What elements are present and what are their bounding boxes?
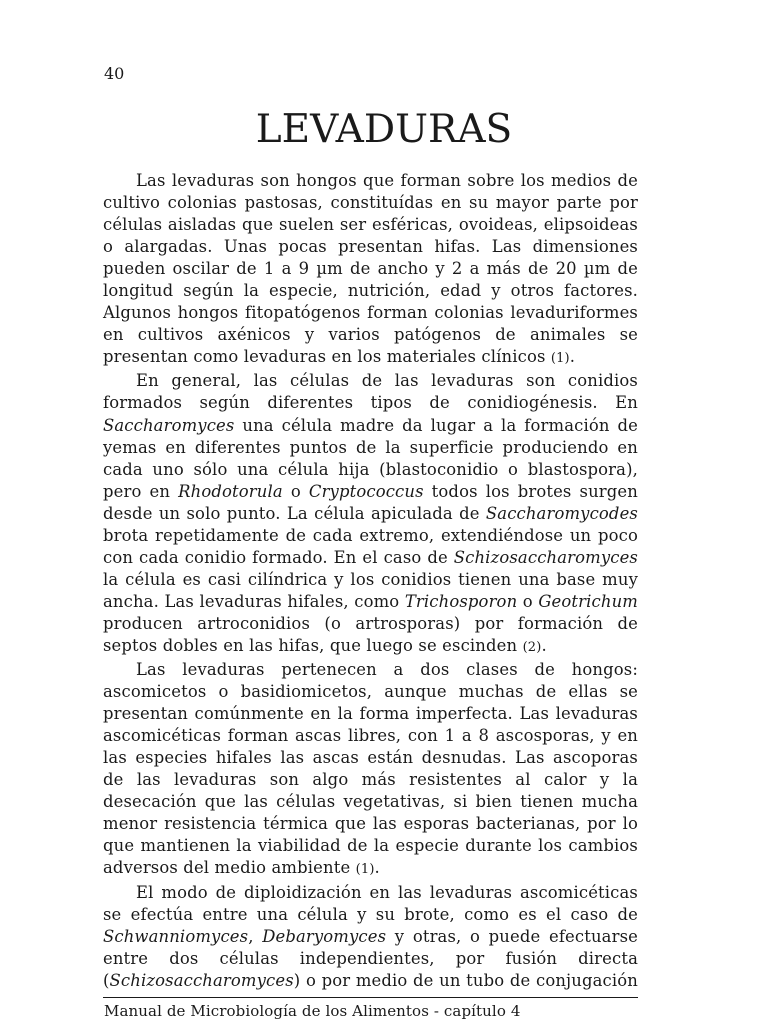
italic-term: Schwanniomyces <box>103 926 249 946</box>
italic-term: Geotrichum <box>538 591 638 611</box>
paragraph <box>103 370 638 659</box>
text-run: Las levaduras pertenecen a dos clases de hongos: ascomicetos o basidiomicetos, aunque muchas de ellas se presentan comúnmente en la forma imperfecta. Las levaduras ascomicéticas forman ascas libres, con 1 a 8 ascosporas, y en las especies hifales las ascas están desnudas. Las ascoporas de las levaduras son algo más resistentes al calor y la desecación que las células vegetativas, si bien tienen mucha menor resistencia térmica que las esporas bacterianas, por lo que mantienen la viabilidad de la especie durante los cambios adversos del medio ambiente <box>103 660 638 878</box>
text-run: . <box>569 347 576 367</box>
italic-term: Cryptococcus <box>308 481 424 501</box>
text-run: . <box>374 858 380 878</box>
italic-term: Trichosporon <box>404 591 518 611</box>
text-run: producen artroconidios (o artrosporas) por formación de septos dobles en las hifas, que luego se escinden <box>103 613 638 655</box>
footer-rule <box>103 997 638 998</box>
paragraph <box>103 882 638 992</box>
italic-term: Saccharomycodes <box>485 503 638 523</box>
italic-term: Rhodotorula <box>178 481 283 501</box>
body-text <box>103 170 638 992</box>
text-run: ) o por medio de un tubo de conjugación <box>293 970 638 990</box>
reference-marker: (1) <box>550 351 570 367</box>
text-run: una célula madre da lugar a la formación de yemas en diferentes puntos de la superficie produciendo en cada uno sólo una célula hija (blastoconidio o blastospora), pero en <box>103 415 638 501</box>
reference-marker: (2) <box>522 639 542 655</box>
text-run: En general, las células de las levaduras son conidios formados según diferentes tipos de conidiogénesis. En <box>103 371 638 413</box>
text-run: El modo de diploidización en las levaduras ascomicéticas se efectúa entre una célula y su brote, como es el caso de <box>103 882 638 924</box>
page-title: LEVADURAS <box>255 107 513 152</box>
text-run: Las levaduras son hongos que forman sobre los medios de cultivo colonias pastosas, constituídas en su mayor parte por células aisladas que suelen ser esféricas, ovoideas, elipsoideas o alargadas. Unas pocas presentan hifas. Las dimensiones pueden oscilar de 1 a 9 µm de ancho y 2 a más de 20 µm de longitud según la especie, nutrición, edad y otros factores. Algunos hongos fitopatógenos forman colonias levaduriformes en cultivos axénicos y varios patógenos de animales se presentan como levaduras en los materiales clínicos <box>103 171 638 367</box>
italic-term: Saccharomyces <box>103 415 235 435</box>
text-run: o <box>517 591 539 611</box>
reference-marker: (1) <box>355 862 375 878</box>
text-run: todos los brotes surgen desde un solo punto. La célula apiculada de <box>103 481 638 523</box>
text-run: brota repetidamente de cada extremo, extendiéndose un poco con cada conidio formado. En el caso de <box>103 525 638 567</box>
text-run: la célula es casi cilíndrica y los conidios tienen una base muy ancha. Las levaduras hifales, como <box>103 569 638 611</box>
italic-term: Schizosaccharomyces <box>109 970 294 990</box>
text-run: , <box>248 926 263 946</box>
text-run: . <box>541 635 547 655</box>
page-footer: Manual de Microbiología de los Alimentos - capítulo 4 <box>104 1002 521 1020</box>
text-run: o <box>282 481 309 501</box>
paragraph <box>103 170 638 370</box>
text-run: y otras, o puede efectuarse entre dos células independientes, por fusión directa ( <box>103 926 638 990</box>
italic-term: Debaryomyces <box>262 926 387 946</box>
paragraph <box>103 659 638 881</box>
italic-term: Schizosaccharomyces <box>453 547 638 567</box>
page-number: 40 <box>104 64 125 83</box>
